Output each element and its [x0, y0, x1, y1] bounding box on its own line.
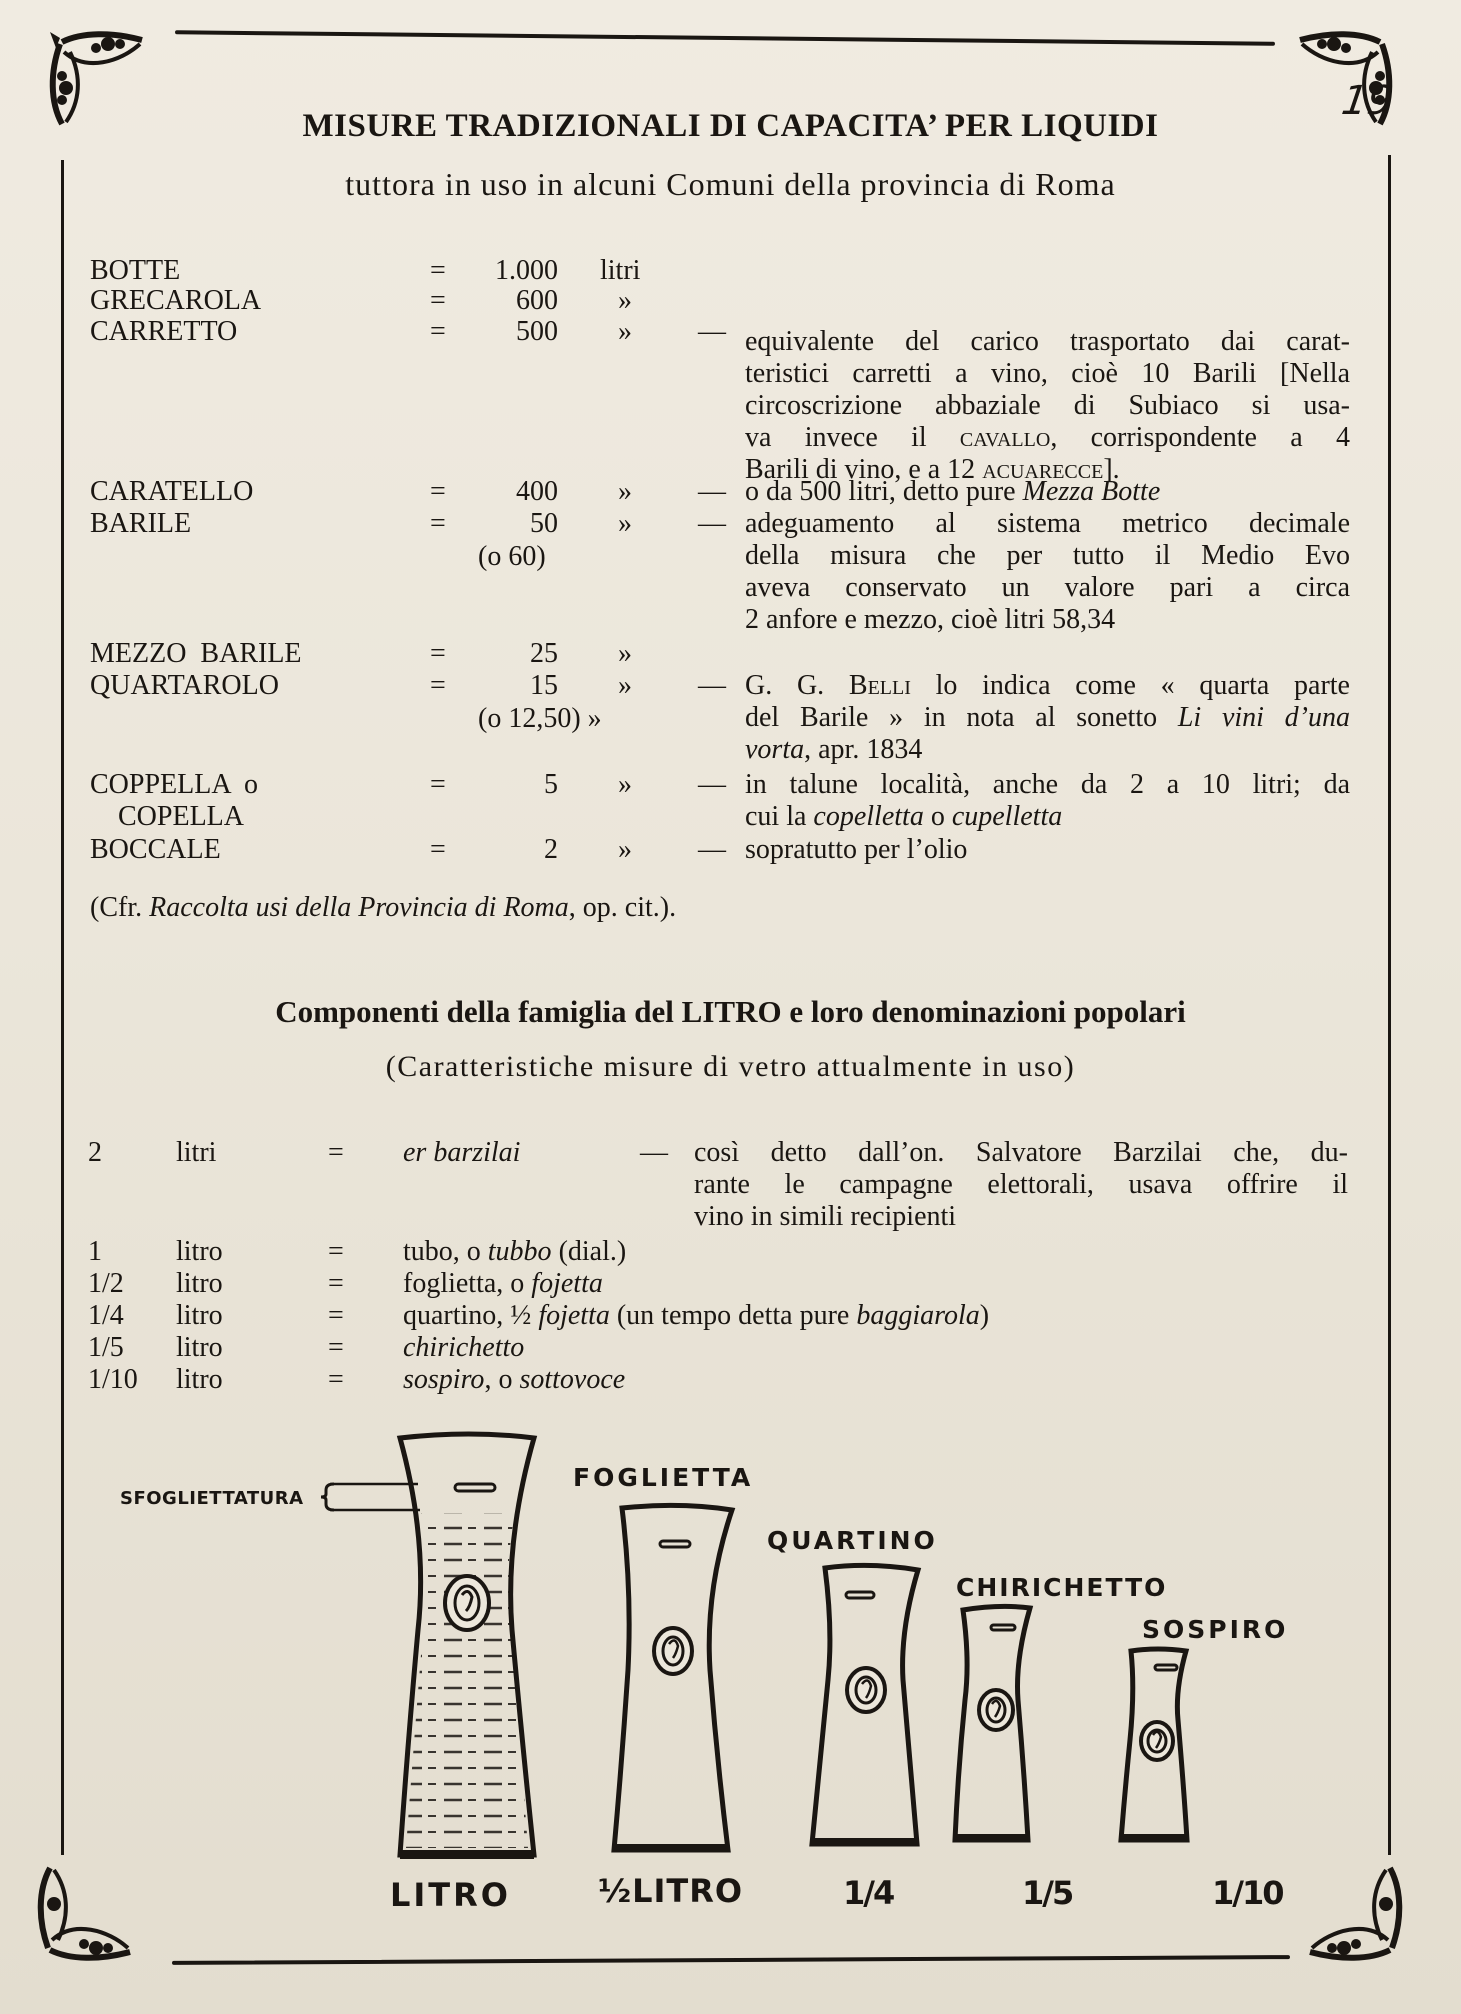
name-italic: sottovoce	[519, 1364, 626, 1395]
name-italic: sospiro	[403, 1364, 485, 1395]
measure-name: COPPELLA o	[90, 769, 259, 800]
note-line: teristici carretti a vino, cioè 10 Barili [Nella	[745, 358, 1350, 389]
em-dash: —	[698, 769, 726, 800]
em-dash: —	[698, 316, 726, 347]
vessel-top-label: FOGLIETTA	[573, 1463, 754, 1492]
litre-quantity: 1/4	[88, 1300, 124, 1331]
measure-unit: »	[618, 834, 632, 865]
measure-name: CARRETTO	[90, 316, 238, 347]
litre-quantity: 1	[88, 1236, 102, 1267]
alternate-value: (o 12,50) »	[478, 703, 602, 734]
litre-unit: litro	[176, 1364, 223, 1395]
measure-name: BARILE	[90, 508, 192, 539]
measure-value: 400	[516, 476, 558, 507]
equals-sign: =	[328, 1364, 344, 1395]
name-text: (dial.)	[551, 1236, 627, 1267]
name-text: tubo, o	[403, 1236, 488, 1267]
measure-unit: »	[618, 638, 632, 669]
measure-unit: »	[618, 508, 632, 539]
note-line: equivalente del carico trasportato dai carat-	[745, 326, 1350, 357]
measure-name: GRECAROLA	[90, 285, 262, 316]
equals-sign: =	[430, 638, 446, 669]
name-text: quartino, ½	[403, 1300, 539, 1331]
litre-quantity: 1/5	[88, 1332, 124, 1363]
note-text: lo indica come « quarta parte	[910, 670, 1350, 701]
citation-text: (Cfr.	[90, 892, 150, 923]
equals-sign: =	[430, 508, 446, 539]
measure-value: 5	[544, 769, 558, 800]
measure-unit: »	[618, 670, 632, 701]
note-line: vino in simili recipienti	[694, 1201, 957, 1232]
litre-unit: litri	[176, 1137, 217, 1168]
name-text: (un tempo detta pure	[609, 1300, 857, 1331]
em-dash: —	[698, 508, 726, 539]
sfogliettatura-label: SFOGLIETTATURA	[120, 1488, 304, 1509]
measure-unit: »	[618, 316, 632, 347]
note-text: va invece il	[745, 422, 960, 453]
equals-sign: =	[430, 670, 446, 701]
vessel-bottom-label: 1/10	[1212, 1874, 1283, 1912]
vessel-bottom-label: LITRO	[390, 1876, 511, 1914]
equals-sign: =	[328, 1268, 344, 1299]
measure-unit: »	[618, 769, 632, 800]
equals-sign: =	[328, 1236, 344, 1267]
measure-value: 1.000	[495, 255, 558, 286]
vessel-top-label: CHIRICHETTO	[956, 1573, 1168, 1602]
note-italic: copelletta	[813, 801, 924, 832]
measure-name: QUARTAROLO	[90, 670, 279, 701]
note-smallcaps: Belli	[848, 670, 911, 701]
measure-name-variant: COPELLA	[118, 801, 244, 832]
equals-sign: =	[328, 1300, 344, 1331]
measure-value: 500	[516, 316, 558, 347]
note-text: G. G.	[745, 670, 849, 701]
litre-unit: litro	[176, 1236, 223, 1267]
litre-quantity: 1/10	[88, 1364, 138, 1395]
measure-value: 15	[530, 670, 558, 701]
vessel-quartino	[812, 1565, 918, 1846]
citation-italic: Raccolta usi della Provincia di Roma	[149, 892, 569, 923]
litre-unit: litro	[176, 1300, 223, 1331]
note-text: , corrispondente a 4	[1050, 422, 1350, 453]
note-italic: vorta	[745, 734, 805, 765]
em-dash: —	[698, 476, 726, 507]
note-line: rante le campagne elettorali, usava offrire il	[694, 1169, 1348, 1200]
note-line: circoscrizione abbaziale di Subiaco si usa-	[745, 390, 1350, 421]
name-italic: baggiarola	[856, 1300, 980, 1331]
measure-unit: »	[618, 285, 632, 316]
note-text: cui la	[745, 801, 814, 832]
citation-text: , op. cit.).	[568, 892, 677, 923]
name-text: , o	[484, 1364, 520, 1395]
equals-sign: =	[430, 476, 446, 507]
section2-subtitle: (Caratteristiche misure di vetro attualmente in uso)	[385, 1050, 1076, 1083]
measure-value: 50	[530, 508, 558, 539]
measure-value: 2	[544, 834, 558, 865]
alternate-value: (o 60)	[478, 541, 546, 572]
equals-sign: =	[430, 255, 446, 286]
name-text: foglietta, o	[403, 1268, 532, 1299]
equals-sign: =	[430, 834, 446, 865]
litre-unit: litro	[176, 1268, 223, 1299]
measure-name: CARATELLO	[90, 476, 254, 507]
vessel-bottom-label: 1/5	[1022, 1874, 1073, 1912]
note-text: , apr. 1834	[804, 734, 923, 765]
note-line: così detto dall’on. Salvatore Barzilai che, du-	[694, 1137, 1348, 1168]
equals-sign: =	[328, 1137, 344, 1168]
note-text: o da 500 litri, detto pure	[745, 476, 1023, 507]
note-text: o	[923, 801, 952, 832]
note-smallcaps: cavallo	[959, 422, 1051, 453]
note-text: Barili di vino, e a 12	[745, 454, 983, 485]
measure-value: 25	[530, 638, 558, 669]
vessel-sospiro	[1121, 1649, 1187, 1841]
handwritten-page-number: 19	[1338, 78, 1397, 124]
vessel-top-label: SOSPIRO	[1142, 1615, 1289, 1644]
note-smallcaps: acuarecce	[982, 454, 1104, 485]
note-text: del Barile » in nota al sonetto	[745, 702, 1178, 733]
equals-sign: =	[430, 316, 446, 347]
note-line: 2 anfore e mezzo, cioè litri 58,34	[745, 604, 1116, 635]
equals-sign: =	[430, 769, 446, 800]
note-italic: Mezza Botte	[1022, 476, 1161, 507]
litre-quantity: 2	[88, 1137, 102, 1168]
measure-note: sopratutto per l’olio	[745, 834, 968, 865]
name-text: )	[979, 1300, 990, 1331]
popular-name: chirichetto	[403, 1332, 525, 1363]
equals-sign: =	[328, 1332, 344, 1363]
measure-value: 600	[516, 285, 558, 316]
note-italic: Li vini d’una	[1177, 702, 1350, 733]
section1-title: MISURE TRADIZIONALI DI CAPACITA’ PER LIQUIDI	[302, 108, 1159, 144]
vessel-bottom-label: ½LITRO	[598, 1872, 744, 1910]
em-dash: —	[640, 1137, 668, 1168]
measure-unit: litri	[600, 255, 641, 286]
vessel-bottom-label: 1/4	[843, 1874, 894, 1912]
name-italic: fojetta	[538, 1300, 610, 1331]
note-line: in talune località, anche da 2 a 10 litri; da	[745, 769, 1350, 800]
vessel-litro	[321, 1434, 534, 1859]
em-dash: —	[698, 670, 726, 701]
note-italic: cupelletta	[951, 801, 1063, 832]
measure-name: BOCCALE	[90, 834, 221, 865]
section2-title: Componenti della famiglia del LITRO e loro denominazioni popolari	[275, 994, 1186, 1029]
litre-quantity: 1/2	[88, 1268, 124, 1299]
note-text: ].	[1103, 454, 1120, 485]
equals-sign: =	[430, 285, 446, 316]
litre-unit: litro	[176, 1332, 223, 1363]
note-line: aveva conservato un valore pari a circa	[745, 572, 1350, 603]
em-dash: —	[698, 834, 726, 865]
note-line: adeguamento al sistema metrico decimale	[745, 508, 1350, 539]
note-line: della misura che per tutto il Medio Evo	[745, 540, 1350, 571]
name-italic: tubbo	[487, 1236, 552, 1267]
measure-unit: »	[618, 476, 632, 507]
vessel-top-label: QUARTINO	[767, 1526, 938, 1555]
measure-name: BOTTE	[90, 255, 181, 286]
vessel-chirichetto	[955, 1606, 1030, 1842]
vessel-foglietta	[614, 1505, 732, 1852]
section1-subtitle: tuttora in uso in alcuni Comuni della provincia di Roma	[345, 166, 1116, 202]
popular-name: er barzilai	[403, 1137, 521, 1168]
name-italic: fojetta	[531, 1268, 603, 1299]
measure-name: MEZZO BARILE	[90, 638, 302, 669]
